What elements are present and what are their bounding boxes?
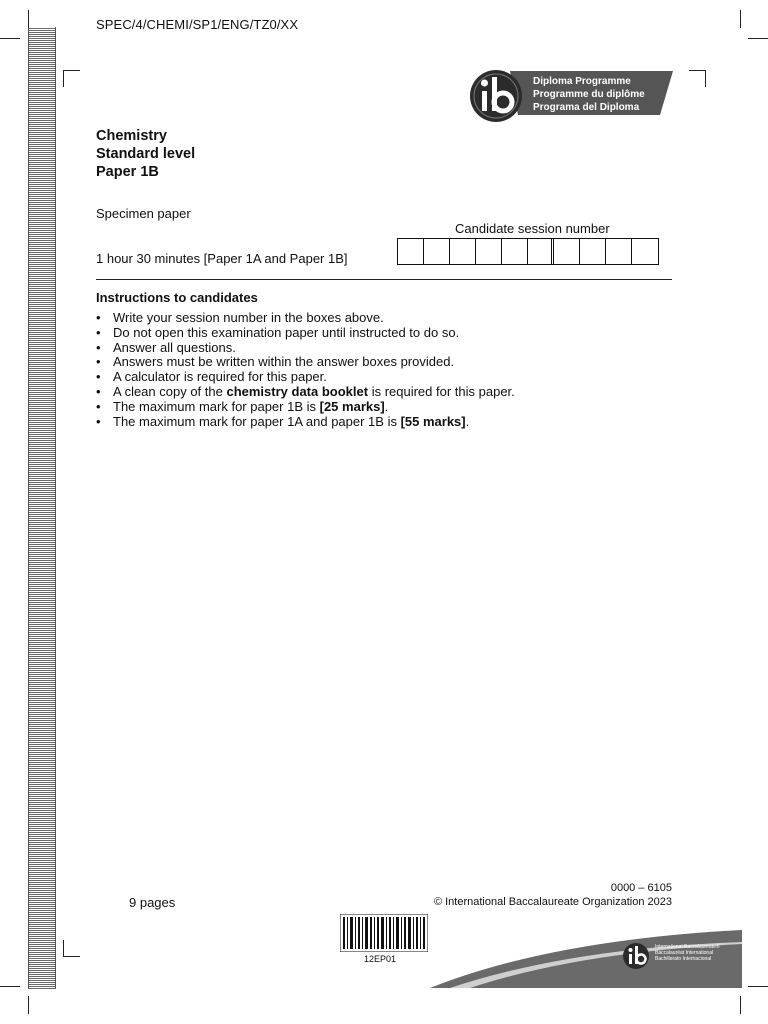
paper-type: Specimen paper xyxy=(96,206,191,221)
session-digit-box[interactable] xyxy=(632,239,658,264)
instruction-item: • Do not open this examination paper until instructed to do so. xyxy=(96,326,515,341)
instruction-item: • Write your session number in the boxes above. xyxy=(96,311,515,326)
instruction-item: • Answers must be written within the answer boxes provided. xyxy=(96,355,515,370)
page-count: 9 pages xyxy=(129,895,176,910)
ib-footer-banner xyxy=(430,920,742,988)
paper-title: Paper 1B xyxy=(96,164,159,180)
barcode-icon xyxy=(340,914,428,952)
corner-mark-bottom-left xyxy=(63,940,80,957)
instruction-item: • Answer all questions. xyxy=(96,341,515,356)
session-digit-box[interactable] xyxy=(606,239,632,264)
barcode xyxy=(340,914,428,952)
ib-footer-line: Bachillerato Internacional xyxy=(655,956,712,962)
session-digit-box[interactable] xyxy=(580,239,606,264)
logo-line: Diploma Programme xyxy=(533,76,631,87)
ib-footer-line: Baccalauréat International xyxy=(655,950,714,956)
session-digit-box[interactable] xyxy=(502,239,528,264)
barcode-label: 12EP01 xyxy=(364,954,397,964)
session-digit-box[interactable] xyxy=(554,239,580,264)
margin-hatch-strip xyxy=(28,27,56,989)
subject-title: Chemistry xyxy=(96,128,167,144)
crop-mark xyxy=(748,38,768,39)
corner-mark-top-left xyxy=(63,70,80,87)
ib-diploma-logo xyxy=(470,69,673,123)
session-digit-box[interactable] xyxy=(476,239,502,264)
crop-mark xyxy=(0,38,20,39)
crop-mark xyxy=(748,986,768,987)
paper-code: SPEC/4/CHEMI/SP1/ENG/TZ0/XX xyxy=(96,17,299,32)
instructions-heading: Instructions to candidates xyxy=(96,290,258,305)
crop-mark xyxy=(28,10,29,28)
crop-mark xyxy=(740,996,741,1014)
session-number-label: Candidate session number xyxy=(455,221,610,236)
session-digit-box[interactable] xyxy=(528,239,554,264)
copyright-notice: © International Baccalaureate Organization 2023 xyxy=(433,896,672,908)
crop-mark xyxy=(0,986,20,987)
divider-line xyxy=(96,279,672,280)
exam-duration: 1 hour 30 minutes [Paper 1A and Paper 1B] xyxy=(96,251,348,266)
logo-line: Programme du diplôme xyxy=(533,89,645,100)
corner-mark-top-right xyxy=(689,70,706,87)
ib-footer-line: International Baccalaureate® xyxy=(655,944,720,950)
document-number: 0000 – 6105 xyxy=(610,882,672,894)
instruction-item: • A calculator is required for this paper. xyxy=(96,370,515,385)
instruction-item: • The maximum mark for paper 1A and paper 1B is [55 marks]. xyxy=(96,415,515,430)
logo-line: Programa del Diploma xyxy=(533,102,640,113)
crop-mark xyxy=(28,996,29,1014)
crop-mark xyxy=(740,10,741,28)
instruction-item: • The maximum mark for paper 1B is [25 marks]. xyxy=(96,400,515,415)
session-digit-box[interactable] xyxy=(424,239,450,264)
level-title: Standard level xyxy=(96,146,196,162)
instructions-list xyxy=(96,311,515,429)
session-digit-box[interactable] xyxy=(398,239,424,264)
instruction-item: • A clean copy of the chemistry data booklet is required for this paper. xyxy=(96,385,515,400)
session-digit-box[interactable] xyxy=(450,239,476,264)
session-number-boxes xyxy=(397,238,659,265)
